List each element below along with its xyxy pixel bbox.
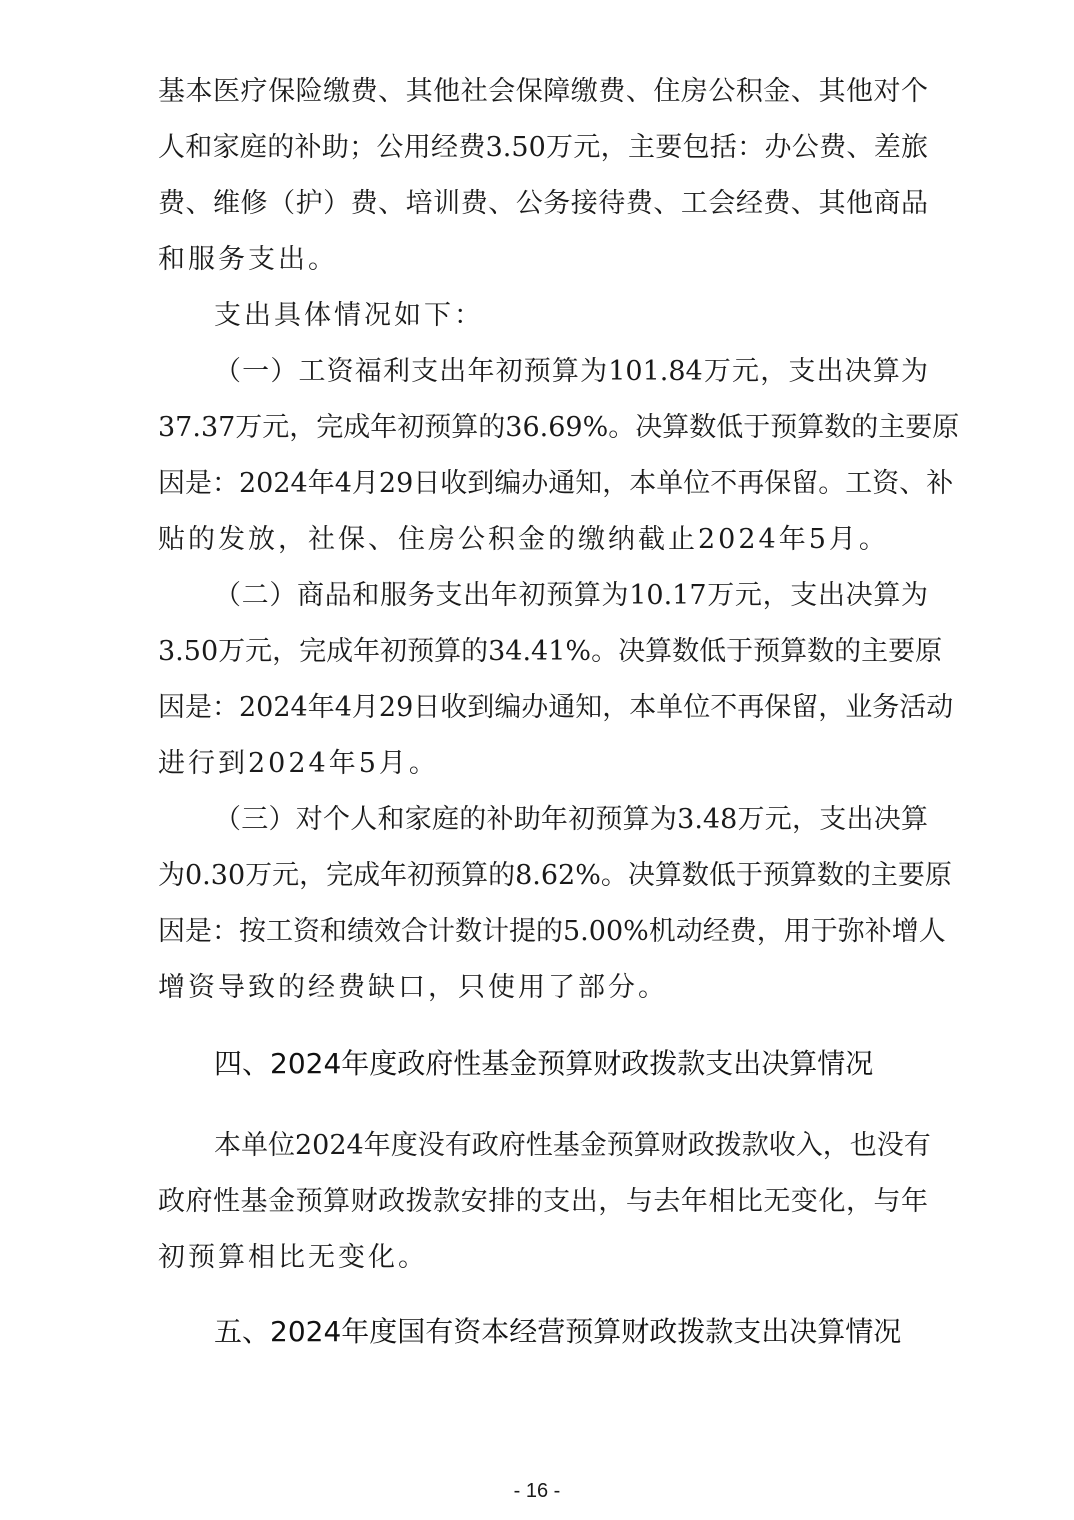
paragraph-line: 基本医疗保险缴费、其他社会保障缴费、住房公积金、其他对个 (158, 76, 928, 107)
paragraph-line: 因是：2024年4月29日收到编办通知，本单位不再保留。工资、补 (158, 468, 954, 499)
paragraph-line: 政府性基金预算财政拨款安排的支出，与去年相比无变化，与年 (158, 1186, 928, 1217)
paragraph-line: （三）对个人和家庭的补助年初预算为3.48万元，支出决算 (214, 804, 928, 835)
section-heading: 四、2024年度政府性基金预算财政拨款支出决算情况 (214, 1047, 874, 1080)
paragraph-line: 3.50万元，完成年初预算的34.41%。决算数低于预算数的主要原 (158, 636, 943, 667)
paragraph-line: （一）工资福利支出年初预算为101.84万元，支出决算为 (214, 356, 928, 387)
page-number: - 16 - (513, 1480, 561, 1502)
paragraph-line: 进行到2024年5月。 (158, 748, 439, 779)
paragraph-line: 和服务支出。 (158, 244, 338, 275)
paragraph-line: （二）商品和服务支出年初预算为10.17万元，支出决算为 (214, 580, 928, 611)
paragraph-line: 人和家庭的补助；公用经费3.50万元，主要包括：办公费、差旅 (158, 132, 928, 163)
paragraph-line: 因是：按工资和绩效合计数计提的5.00%机动经费，用于弥补增人 (158, 916, 946, 947)
paragraph-line: 本单位2024年度没有政府性基金预算财政拨款收入，也没有 (214, 1130, 931, 1161)
paragraph-line: 增资导致的经费缺口，只使用了部分。 (158, 972, 668, 1003)
section-heading: 五、2024年度国有资本经营预算财政拨款支出决算情况 (214, 1315, 902, 1348)
paragraph-line: 费、维修（护）费、培训费、公务接待费、工会经费、其他商品 (158, 188, 928, 219)
paragraph-line: 贴的发放，社保、住房公积金的缴纳截止2024年5月。 (158, 524, 889, 555)
paragraph-line: 为0.30万元，完成年初预算的8.62%。决算数低于预算数的主要原 (158, 860, 952, 891)
paragraph-line: 支出具体情况如下： (214, 300, 484, 331)
paragraph-line: 37.37万元，完成年初预算的36.69%。决算数低于预算数的主要原 (158, 412, 960, 443)
paragraph-line: 因是：2024年4月29日收到编办通知，本单位不再保留，业务活动 (158, 692, 954, 723)
paragraph-line: 初预算相比无变化。 (158, 1242, 428, 1273)
